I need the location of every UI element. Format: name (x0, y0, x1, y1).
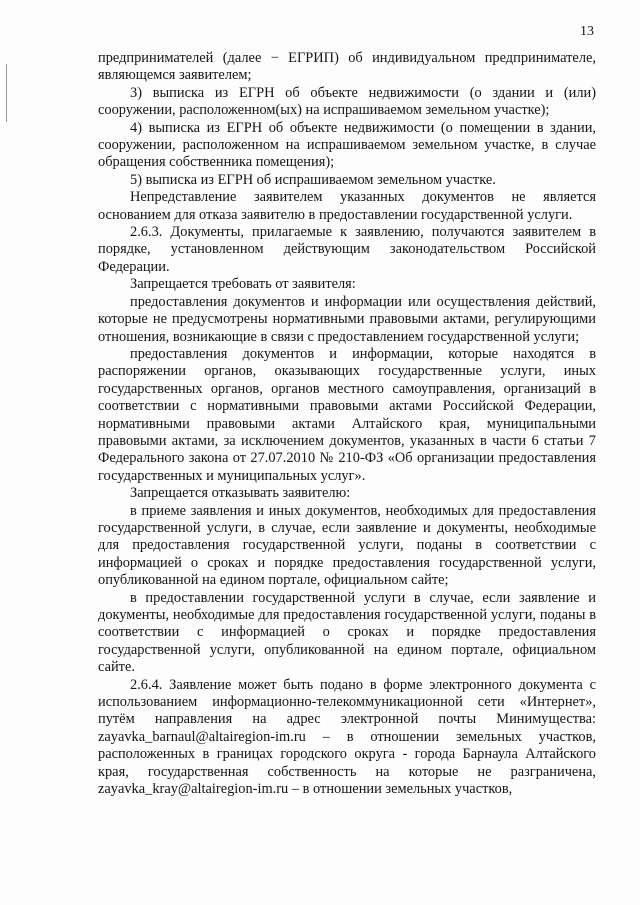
paragraph: в предоставлении государственной услуги в случае, если заявление и документы, необходимые для предоставления государственной услуги, поданы в соответствии с информацией о сроках и порядке предоставления государственной услуги, опубликованной на едином портале, официальном сайте. (98, 589, 596, 676)
paragraph: 4) выписка из ЕГРН об объекте недвижимости (о помещении в здании, сооружении, расположенном на испрашиваемом земельном участке, в случае обращения собственника помещения); (98, 119, 596, 171)
paragraph: Запрещается требовать от заявителя: (130, 276, 356, 293)
paragraph: в приеме заявления и иных документов, необходимых для предоставления государственной услуги, в случае, если заявление и документы, необходимые для предоставления государственной услуги, поданы в соответствии с информацией о сроках и порядке предоставления государственной услуги, опубликованной на едином портале, официальном сайте; (98, 502, 596, 589)
paragraph: предпринимателей (далее − ЕГРИП) об индивидуальном предпринимателе, являющемся заявителем; (98, 50, 596, 84)
paragraph: предоставления документов и информации, которые находятся в распоряжении органов, оказывающих государственные услуги, иных государственных органов, органов местного самоуправления, организаций в соответствии с нормативными правовыми актами Российской Федерации, нормативными правовыми актами Алтайского края, муниципальными правовыми актами, за исключением документов, указанных в части 6 статьи 7 Федерального закона от 27.07.2010 № 210-ФЗ «Об организации предоставления государственных и муниципальных услуг». (98, 345, 596, 484)
paragraph: предоставления документов и информации или осуществления действий, которые не предусмотрены нормативными правовыми актами, регулирующими отношения, возникающие в связи с предоставлением государственной услуги; (98, 293, 596, 345)
paragraph: 5) выписка из ЕГРН об испрашиваемом земельном участке. (130, 171, 496, 188)
scan-margin-mark (6, 64, 7, 122)
page-number: 13 (580, 24, 594, 39)
paragraph: 2.6.4. Заявление может быть подано в форме электронного документа с использованием информационно-телекоммуникационной сети «Интернет», путём направления на адрес электронной почты Минимущества: zayavka_barnaul@altairegion-im.ru – в отношении земельных участков, расположенных в границах городского округа - города Барнаула Алтайского края, государственная собственность на которые не разграничена, zayavka_kray@altairegion-im.ru – в отношении земельных участков, (98, 676, 596, 798)
paragraph: Непредставление заявителем указанных документов не является основанием для отказа заявителю в предоставлении государственной услуги. (98, 189, 596, 223)
paragraph: 2.6.3. Документы, прилагаемые к заявлению, получаются заявителем в порядке, установленном действующим законодательством Российской Федерации. (98, 224, 596, 275)
paragraph: Запрещается отказывать заявителю: (130, 485, 351, 502)
page-body (98, 50, 596, 798)
paragraph: 3) выписка из ЕГРН об объекте недвижимости (о здании и (или) сооружении, расположенном(ых) на испрашиваемом земельном участке); (98, 84, 596, 119)
